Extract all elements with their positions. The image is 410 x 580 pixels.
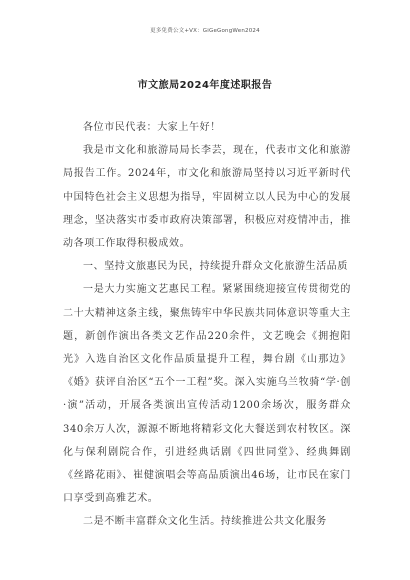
salutation-paragraph: 各位市民代表：大家上午好！ [83,122,221,133]
header-note: 更多免费公文+VX：GiGeGongWen2024 [150,28,260,34]
document-title: 市文旅局2024年度述职报告 [137,80,273,91]
body-paragraph-1: 一是大力实施文艺惠民工程。紧紧围绕迎接宣传贯彻党的二十大精神这条主线，聚焦铸牢中华民族共同体意识等重大主题，新创作演出各类文艺作品220余件，文艺晚会《拥抱阳光》入选自治区文化作品质量提升工程，舞台剧《山那边》《婚》获评自治区“五个一工程”奖。深入实施乌兰牧骑“学·创·演”活动，开展各类演出宣传活动1200余场次，服务群众340余万人次，源源不断地将精彩文化大餐送到农村牧区。深化与保利剧院合作，引进经典话剧《四世同堂》、经典舞剧《丝路花雨》、崔健演唱会等高品质演出46场，让市民在家门口享受到高雅艺术。 [63,284,351,505]
body-paragraph-2: 二是不断丰富群众文化生活。持续推进公共文化服务 [83,516,327,528]
section-heading-1: 一、坚持文旅惠民为民，持续提升群众文化旅游生活品质 [83,261,348,273]
intro-paragraph: 我是市文化和旅游局局长李芸，现在，代表市文化和旅游局报告工作。2024年，市文化和旅游局坚持以习近平新时代中国特色社会主义思想为指导，牢固树立以人民为中心的发展理念，坚决落实市委市政府决策部署，积极应对疫情冲击，推动各项工作取得积极成效。 [63,145,351,250]
document-body [63,116,351,534]
